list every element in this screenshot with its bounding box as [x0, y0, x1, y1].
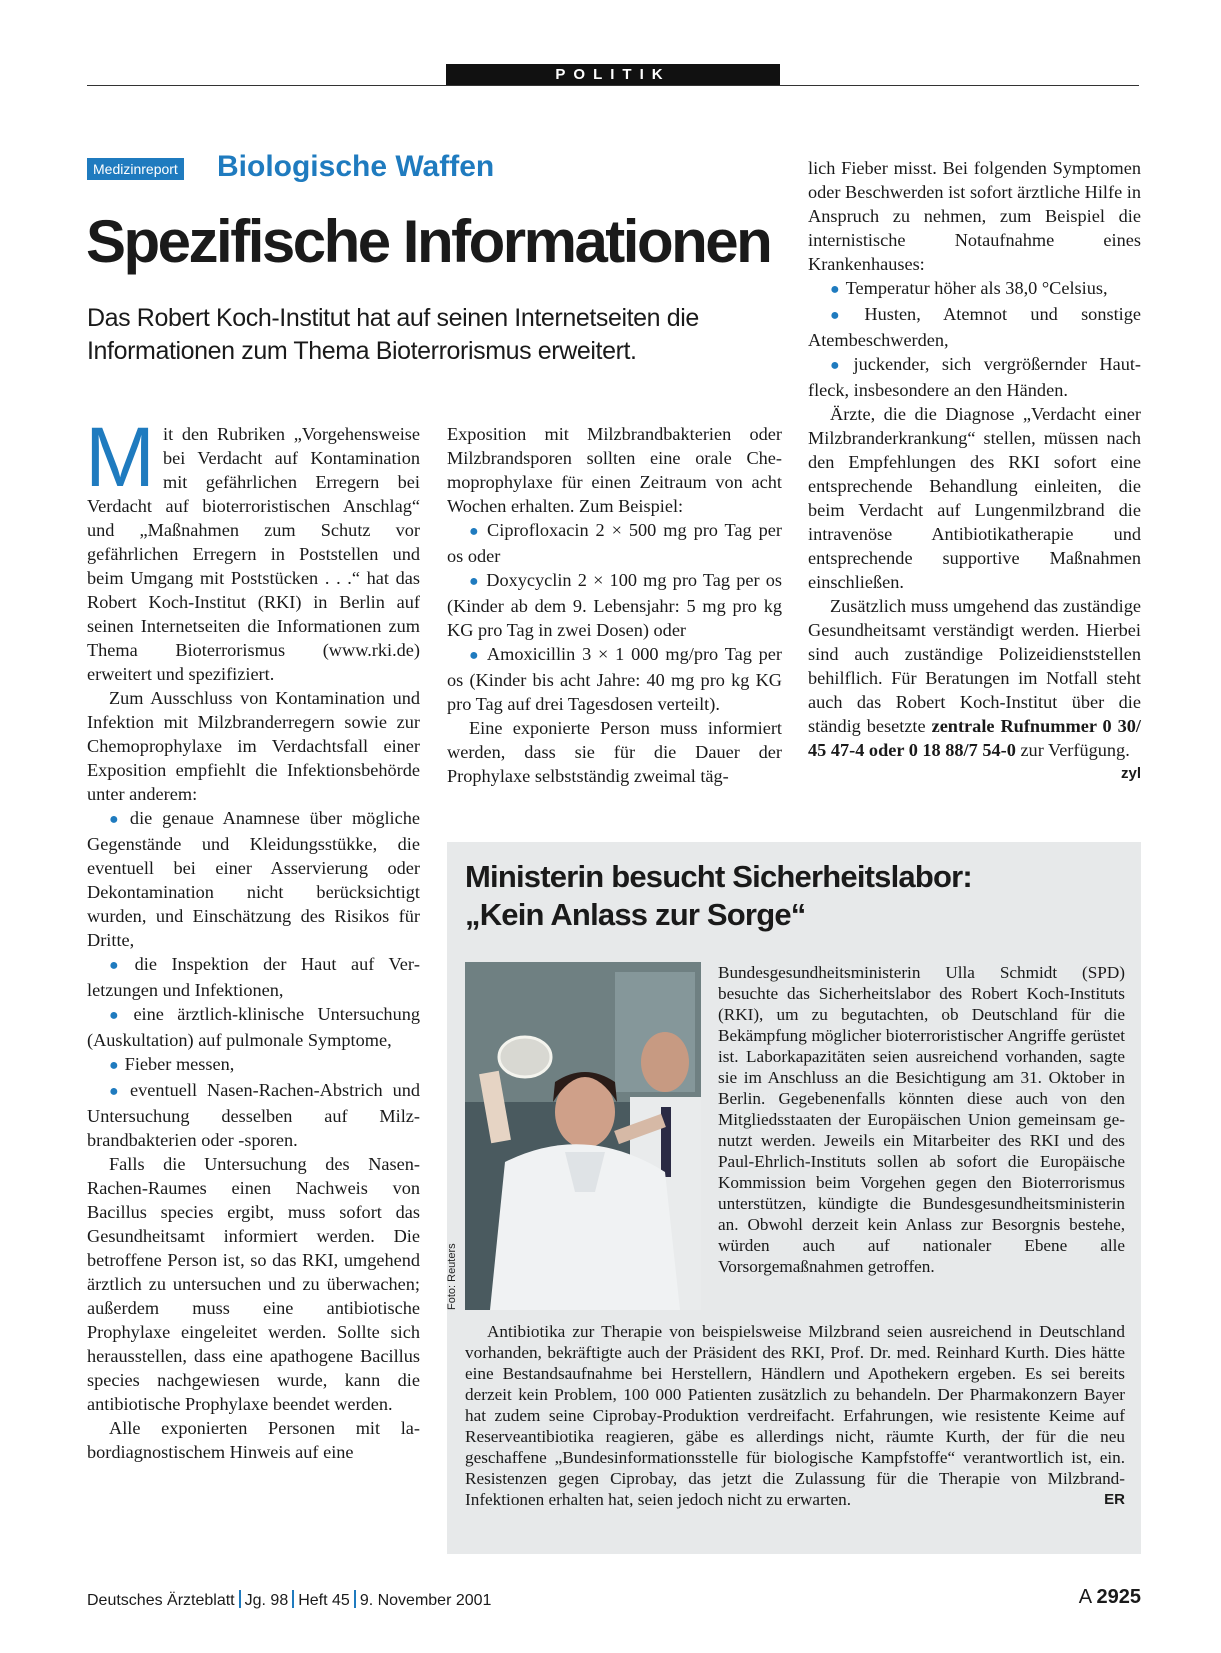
issue-date: 9. November 2001 [359, 1592, 492, 1609]
box-title: Ministerin besucht Sicherheitslabor: „Kein Anlass zur Sorge“ [465, 859, 972, 932]
separator [239, 1590, 241, 1608]
paragraph: Antibiotika zur Therapie von beispielsweise Milzbrand seien ausreichend in Deutschland vorhanden, bekräftigte auch der Präsident des RKI, Prof. Dr. med. Reinhard Kurth. Dies hätte eine Bestandsaufnahme bei Herstellern, Händlern und Apothekern ergeben. Es sei bereits derzeit kein Problem, 100 000 Patienten zusätzlich zu behandeln. Der Pharmakonzern Bayer hat zudem seine Ciprobay-Produktion verdreifacht. Erfahrungen, wie resistente Keime auf Reserveantibiotika reagieren, gäbe es allerdings nicht, räumte Kurth, der für die neu geschaffene „Bundesinformationsstelle für biologische Kampfstoffe“ verantwortlich ist, ein. Resistenzen gegen Ciprobay, das jetzt die Zulassung für die Therapie von Milzbrand-Infektionen erhalten hat, seien jedoch nicht zu erwarten. ER [465, 1322, 1125, 1509]
list-item: ● Doxycyclin 2 × 100 mg pro Tag per os (Kinder ab dem 9. Lebensjahr: 5 mg pro kg KG pro Tag in zwei Dosen) oder [447, 570, 782, 640]
list-item: ● Ciprofloxacin 2 × 500 mg pro Tag per os oder [447, 520, 782, 566]
list-item: ● die Inspektion der Haut auf Verletzungen und Infektionen, [87, 954, 420, 1000]
box-signature: ER [1104, 1491, 1125, 1508]
paragraph: Alle exponierten Personen mit labordiagnostischem Hinweis auf eine [87, 1418, 420, 1462]
author-signature: zyl [1120, 765, 1141, 782]
paragraph: Eine exponierte Person muss informiert werden, dass sie für die Dauer der Prophylaxe selbstständig zweimal täg- [447, 718, 782, 786]
paragraph: Mit den Rubriken „Vorgehensweise bei Verdacht auf Kontamination mit gefährlichen Erregern bei Verdacht auf bioterroristischen Anschlag“ und „Maßnahmen zum Schutz vor gefährlichen Erregern in Poststellen und beim Umgang mit Poststücken . . .“ hat das Robert Koch-Institut (RKI) in Berlin auf seinen Internetseiten die Informationen zum Thema Bioterrorismus (www.rki.de) erweitert und spezifiziert. [85, 410, 420, 684]
paragraph: Falls die Untersuchung des Nasen-Rachen-Raumes einen Nachweis von Bacillus species ergibt, muss sofort das Gesundheitsamt informiert werden. Die betroffene Person ist, so das RKI, umgehend ärztlich zu untersuchen und zu überwachen; außerdem muss eine antibiotische Prophylaxe eingeleitet werden. Sollte sich herausstellen, dass eine apathogene Bacillus species nachgewiesen wurde, kann die antibiotische Prophylaxe beendet werden. [87, 1154, 420, 1414]
separator [354, 1590, 356, 1608]
lead-line: Das Robert Koch-Institut hat auf seinen Internetseiten die [87, 304, 699, 332]
bullet-icon: ● [830, 357, 848, 374]
bullet-icon: ● [109, 957, 129, 974]
article-headline: Spezifische Informationen [86, 208, 771, 275]
page-number: A 2925 [1078, 1586, 1141, 1608]
paragraph: lich Fieber misst. Bei folgenden Symptomen oder Beschwerden ist sofort ärztliche Hilfe in Anspruch zu nehmen, zum Beispiel die internistische Notaufnahme eines Krankenhauses: [808, 158, 1142, 274]
photo-credit: Foto: Reuters [446, 1243, 458, 1310]
paragraph: Zusätzlich muss umgehend das zuständige Gesundheitsamt verständigt werden. Hierbei sind auch zuständige Polizeidienststellen behilflich. Für Beratungen im Notfall steht auch das Robert Koch-Institut über die ständig besetzte zentrale Rufnummer 0 30/ 45 47-4 oder 0 18 88/7 54-0 zur Verfügung. zyl [808, 594, 1141, 762]
photo-minister-in-lab [465, 962, 701, 1310]
bullet-icon: ● [469, 573, 481, 590]
list-item: ● die genaue Anamnese über mögliche Gegenstände und Kleidungsstükke, die eventuell bei einer Asservierung oder Dekontamination nicht berücksichtigt wurden, und Einschätzung des Risikos für Dritte, [87, 808, 420, 950]
paragraph: Zum Ausschluss von Kontamination und Infektion mit Milzbranderregern sowie zur Chemoprophylaxe im Verdachtsfall einer Exposition empfiehlt die Infektionsbehörde unter anderem: [87, 688, 420, 804]
list-item: ● Husten, Atemnot und sonstige Atembeschwerden, [808, 304, 1141, 350]
hotline-number: zentrale Rufnummer 0 30/ 45 47-4 oder 0 18 88/7 54-0 [808, 716, 1141, 760]
bullet-icon: ● [830, 281, 840, 298]
article-lead [87, 302, 767, 368]
paragraph: Ärzte, die die Diagnose „Verdacht einer Milzbranderkrankung“ stellen, müssen nach den Empfehlungen des RKI sofort eine entsprechende Behandlung einleiten, die beim Verdacht auf Lungenmilzbrand die intravenöse Antibiotikatherapie und entsprechende supportive Maßnahmen einschließen. [808, 404, 1141, 592]
journal-name: Deutsches Ärzteblatt [87, 1592, 235, 1609]
list-item: ● eine ärztlich-klinische Untersuchung (Auskultation) auf pulmonale Symptome, [87, 1004, 420, 1050]
bullet-icon: ● [830, 307, 859, 324]
list-item: ● Temperatur höher als 38,0 °Celsius, [830, 278, 1108, 298]
bullet-icon: ● [469, 523, 482, 540]
separator [292, 1590, 294, 1608]
list-item: ● Fieber messen, [109, 1054, 235, 1074]
list-item: ● juckender, sich vergrößernder Hautfleck, insbesondere an den Händen. [808, 354, 1142, 400]
header-rule [87, 85, 1139, 86]
bullet-icon: ● [109, 1007, 128, 1024]
bullet-icon: ● [109, 811, 124, 828]
rubric-tag: Medizinreport [87, 158, 184, 180]
paragraph: Exposition mit Milzbrandbakterien oder Milzbrandsporen sollten eine orale Chemoprophylaxe für einen Zeitraum von acht Wochen erhalten. Zum Beispiel: [447, 424, 782, 516]
text-column-3 [808, 156, 1141, 786]
box-text-bottom [465, 1321, 1125, 1510]
text-column-2 [447, 422, 782, 788]
article-kicker: Biologische Waffen [217, 150, 495, 183]
list-item: ● eventuell Nasen-Rachen-Abstrich und Untersuchung desselben auf Milzbrandbakterien oder -sporen. [87, 1080, 420, 1150]
box-text-side [718, 962, 1125, 1277]
bullet-icon: ● [109, 1057, 119, 1074]
lead-line: Informationen zum Thema Bioterrorismus erweitert. [87, 337, 637, 365]
footer-citation [87, 1590, 491, 1610]
volume: Jg. 98 [244, 1592, 289, 1609]
paragraph: Bundesgesundheitsministerin Ulla Schmidt (SPD) besuchte das Sicherheitslabor des Robert Koch-Instituts (RKI), um zu begutachten, ob Deutschland für die Bekämpfung möglicher bioterroristischer Angriffe gerüstet ist. Laborkapazitäten seien ausreichend vorhanden, sagte sie im Anschluss an die Besichtigung am 31. Oktober in Berlin. Gegebenenfalls könnten diese auch von den Mitgliedsstaaten der Europäischen Union gemeinsam genutzt werden. Jeweils ein Mitarbeiter des RKI und des Paul-Ehrlich-Instituts sollen ab sofort die Europäische Kommission beim Vorgehen gegen den Bioterrorismus unterstützen, kündigte die Bundesgesundheitsministerin an. Obwohl derzeit kein Anlass zur Besorgnis bestehe, würden auch auf nationaler Ebene alle Vorsorgemaßnahmen getroffen. [718, 963, 1125, 1276]
issue: Heft 45 [298, 1592, 350, 1609]
bullet-icon: ● [469, 647, 481, 664]
section-label: POLITIK [446, 64, 780, 85]
text-column-1 [85, 410, 420, 1464]
bullet-icon: ● [109, 1083, 125, 1100]
list-item: ● Amoxicillin 3 × 1 000 mg/pro Tag per os (Kinder bis acht Jahre: 40 mg pro kg KG pro Tag auf drei Tagesdosen verteilt). [447, 644, 782, 714]
drop-cap: M [85, 410, 155, 504]
